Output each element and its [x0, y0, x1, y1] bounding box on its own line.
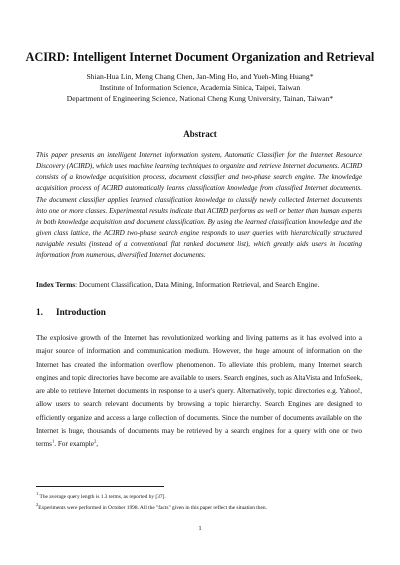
- footnote-1-mark: 1: [36, 491, 39, 497]
- affiliation-2: Department of Engineering Science, National Cheng Kung University, Tainan, Taiwan*: [66, 94, 334, 103]
- intro-text-part-3: ,: [96, 440, 99, 448]
- abstract-heading: Abstract: [183, 129, 217, 139]
- index-terms-text: : Document Classification, Data Mining, Information Retrieval, and Search Engine.: [75, 280, 320, 289]
- footnote-1-text: The average query length is 1.3 terms, as reported by [37].: [38, 494, 166, 500]
- index-terms: [36, 280, 362, 290]
- footnote-2-mark: 2: [36, 502, 39, 508]
- paper-title: ACIRD: Intelligent Internet Document Organization and Retrieval: [25, 50, 375, 64]
- footnote-1: [36, 491, 366, 501]
- footnote-ref-1: 1: [51, 438, 55, 444]
- footnote-divider: [36, 486, 164, 487]
- intro-text-part-2: . For example: [54, 440, 94, 448]
- introduction-paragraph: [36, 332, 362, 451]
- intro-text-part-1: The explosive growth of the Internet has revolutionized working and living patterns as it has evolved into a major source of information and communication medium. However, the huge amount of information on the Internet has created the information overflow phenomenon. To alleviate this problem, many Internet search engines and topic directories have become are available to users. Search engines, such as AltaVista and InfoSeek, are able to retrieve Internet documents in response to a user's query. Alternatively, topic directories e.g. Yahoo!, allow users to search relevant documents by browsing a topic hierarchy. Search Engines are designed to efficiently organize and access a large collection of documents. Since the number of documents available on the Internet is huge, thousands of documents may be retrieved by a search engines for a query with one or two terms: [36, 334, 362, 448]
- section-title: Introduction: [56, 307, 106, 317]
- section-heading: [36, 307, 106, 318]
- page-number: 1: [198, 525, 202, 532]
- affiliation-1: Institute of Information Science, Academia Sinica, Taipei, Taiwan: [99, 83, 301, 92]
- footnote-2-text: Experiments were performed in October 1998. All the "facts" given in this paper reflect the situation then.: [38, 505, 267, 511]
- footnote-ref-2: 2: [94, 438, 97, 444]
- author-list: Shian-Hua Lin, Meng Chang Chen, Jan-Ming Ho, and Yueh-Ming Huang*: [86, 72, 314, 81]
- section-number: 1.: [36, 307, 43, 317]
- index-terms-label: Index Terms: [36, 280, 76, 289]
- abstract-text: This paper presents an intelligent Internet information system, Automatic Classifier for the Internet Resource Discovery (ACIRD), which uses machine learning techniques to organize and retrieve Internet documents. ACIRD consists of a knowledge acquisition process, document classifier and two-phase search engine. The knowledge acquisition process of ACIRD automatically learns classification knowledge from classified Internet documents. The document classifier applies learned classification knowledge to classify newly collected Internet documents into one or more classes. Experimental results indicate that ACIRD performs as well or better than human experts in both knowledge acquisition and document classification. By using the learned classification knowledge and the given class lattice, the ACIRD two-phase search engine responds to user queries with hierarchically structured navigable results (instead of a conventional flat ranked document list), which greatly aids users in locating information from numerous, diversified Internet documents.: [36, 151, 362, 260]
- footnote-2: [36, 502, 366, 512]
